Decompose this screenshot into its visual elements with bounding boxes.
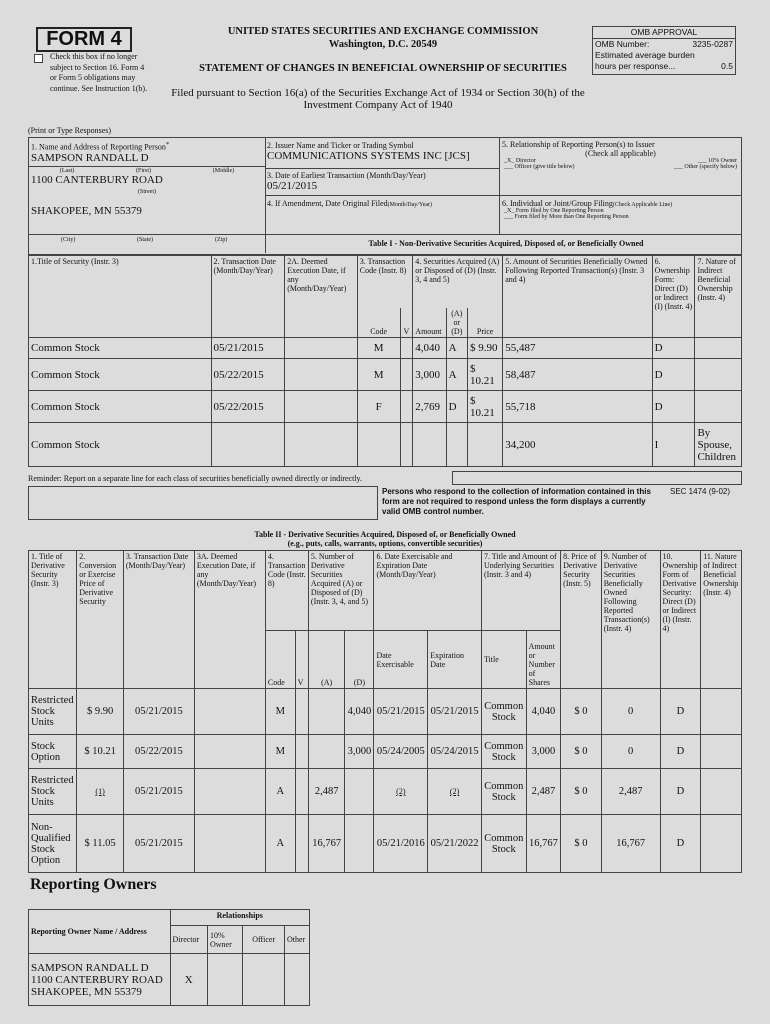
t2-uamount-val: 4,040 [526,689,560,735]
t1-v: V [400,308,413,338]
t2-conv-val[interactable]: (1) [77,769,124,815]
t1-title: Common Stock [29,391,212,423]
officer-check[interactable]: ___ Officer (give title below) [504,164,575,170]
t2-nature-val [701,689,742,735]
t2-owned-val: 0 [601,689,660,735]
owner-name: SAMPSON RANDALL D [31,961,149,974]
t1-title: Common Stock [29,338,212,359]
t2-h11: 11. Nature of Indirect Beneficial Ownership (Instr. 4) [701,551,742,689]
checkbox-text: Check this box if no longer subject to Section 16. Form 4 or Form 5 obligations may continue. See Instruction 1(b). [50,52,148,93]
t2-owned-val: 2,487 [601,769,660,815]
t1-v-val [400,423,413,467]
middle-label: (Middle) [212,167,235,174]
t2-price-val: $ 0 [561,815,602,873]
t1-date: 05/21/2015 [211,338,285,359]
ten-pct-header: 10% Owner [207,926,242,954]
form-title-box [36,27,132,52]
t2-deemed-val [194,815,265,873]
t1-v-val [400,338,413,359]
t1-amount-val [413,423,446,467]
box5-label: 5. Relationship of Reporting Person(s) to Issuer [502,140,655,149]
t1-amount-val: 4,040 [413,338,446,359]
omb-burden-label: Estimated average burden [595,50,695,60]
street-value[interactable]: 1100 CANTERBURY ROAD [31,173,163,186]
table2-title-block [28,530,742,548]
t2-price-val: $ 0 [561,769,602,815]
t1-owned-val: 58,487 [503,359,652,391]
t1-deemed [285,359,358,391]
table2-subtitle: (e.g., puts, calls, warrants, options, convertible securities) [287,539,483,548]
t1-date: 05/22/2015 [211,359,285,391]
reminder-right-box [452,471,742,485]
t1-price-val [467,423,502,467]
t1-owned-val: 55,487 [503,338,652,359]
t2-code-val: A [265,769,295,815]
table-row [29,391,742,423]
t1-nature-val: By Spouse, Children [695,423,742,467]
table-row [29,689,742,735]
t2-nature-val [701,769,742,815]
form-title: FORM 4 [46,28,122,50]
officer-header: Officer [243,926,285,954]
zip-label: (Zip) [215,237,228,243]
ten-pct-check[interactable]: ___ 10% Owner [697,158,737,164]
t2-title-val: Stock Option [29,735,77,769]
t2-exp: Expiration Date [428,631,482,689]
t2-d-val: 3,000 [345,735,374,769]
t1-h6: 6. Ownership Form: Direct (D) or Indirect (I) (Instr. 4) [652,256,695,338]
t2-ex-val: 05/21/2015 [374,689,428,735]
t1-title: Common Stock [29,359,212,391]
t2-uamount-val: 2,487 [526,769,560,815]
t2-v-val [295,689,308,735]
table-row [29,338,742,359]
officer-mark [243,954,285,1006]
t2-v-val [295,735,308,769]
t2-form-val: D [660,735,701,769]
t2-a-val [308,689,345,735]
t2-date-val: 05/22/2015 [123,735,194,769]
t2-utitle-val: Common Stock [481,815,526,873]
t1-nature-val [695,359,742,391]
t2-h3a: 3A. Deemed Execution Date, if any (Month/Day/Year) [194,551,265,689]
t1-price: Price [467,308,502,338]
box4-amendment [265,196,500,234]
t2-a-val: 16,767 [308,815,345,873]
box3-earliest-date [265,169,500,196]
t2-date-val: 05/21/2015 [123,815,194,873]
director-header: Director [170,926,207,954]
table1 [28,255,742,467]
t1-date [211,423,285,467]
form-header [168,26,598,74]
t1-owned-val: 34,200 [503,423,652,467]
t2-h10: 10. Ownership Form of Derivative Security: Direct (D) or Indirect (I) (Instr. 4) [660,551,701,689]
reporting-person-name[interactable]: SAMPSON RANDALL D [31,151,149,164]
t2-code: Code [265,631,295,689]
t2-h8: 8. Price of Derivative Security (Instr. 5) [561,551,602,689]
t2-ex-val[interactable]: (2) [374,769,428,815]
t2-h7: 7. Title and Amount of Underlying Securities (Instr. 3 and 4) [481,551,560,631]
other-header: Other [284,926,309,954]
t2-utitle-val: Common Stock [481,689,526,735]
ten-pct-mark [207,954,242,1006]
t1-h1: 1.Title of Security (Instr. 3) [29,256,212,338]
t1-v-val [400,391,413,423]
t2-conv-val: $ 11.05 [77,815,124,873]
other-mark [284,954,309,1006]
t1-form-val: I [652,423,695,467]
t1-nature-val [695,391,742,423]
t2-h2: 2. Conversion or Exercise Price of Derivative Security [77,551,124,689]
persons-notice: Persons who respond to the collection of information contained in this form are not required to respond unless the form displays a currently valid OMB control number. [382,487,651,516]
street-label: (Street) [138,188,156,195]
reminder-left-box [28,486,378,520]
box4-label: 4. If Amendment, Date Original Filed [267,199,388,208]
t1-deemed [285,391,358,423]
table2 [28,550,742,873]
t2-deemed-val [194,689,265,735]
t2-form-val: D [660,815,701,873]
t1-h5: 5. Amount of Securities Beneficially Owned Following Reported Transaction(s) (Instr. 3 and 4) [503,256,652,338]
t2-uamount-val: 16,767 [526,815,560,873]
t2-code-val: M [265,735,295,769]
t2-deemed-val [194,769,265,815]
no-longer-subject-checkbox[interactable] [34,54,43,63]
t1-h2a: 2A. Deemed Execution Date, if any (Month/Day/Year) [285,256,358,338]
t2-a-val [308,735,345,769]
sec-code: SEC 1474 (9-02) [670,487,731,496]
t2-uamount-val: 3,000 [526,735,560,769]
box3-label: 3. Date of Earliest Transaction (Month/Day/Year) [267,171,426,180]
box5-sub: (Check all applicable) [585,149,656,158]
table-row [29,769,742,815]
t1-aord: (A) or (D) [446,308,467,338]
reminder-text: Reminder: Report on a separate line for each class of securities beneficially owned directly or indirectly. [28,474,363,483]
t2-title-val: Restricted Stock Units [29,769,77,815]
t1-h4: 4. Securities Acquired (A) or Disposed of (D) (Instr. 3, 4 and 5) [413,256,503,308]
t2-title: Title [481,631,526,689]
table-row [29,815,742,873]
t2-d: (D) [345,631,374,689]
t2-price-val: $ 0 [561,689,602,735]
t1-price-val: $ 9.90 [467,338,502,359]
reporting-boxes [28,137,742,235]
table-row [29,423,742,467]
t2-date-val: 05/21/2015 [123,689,194,735]
t1-deemed [285,338,358,359]
t2-a: (A) [308,631,345,689]
earliest-date[interactable]: 05/21/2015 [267,180,318,192]
t2-owned-val: 0 [601,735,660,769]
director-check[interactable]: _X_ Director [504,158,536,164]
t1-nature-val [695,338,742,359]
t2-nature-val [701,735,742,769]
box2-issuer [265,138,500,169]
t2-form-val: D [660,689,701,735]
other-check[interactable]: ___ Other (specify below) [673,164,737,170]
box4-sub: (Month/Day/Year) [387,202,433,208]
t1-amount-val: 2,769 [413,391,446,423]
t2-utitle-val: Common Stock [481,735,526,769]
t2-h6: 6. Date Exercisable and Expiration Date (Month/Day/Year) [374,551,482,631]
table-row [29,735,742,769]
t2-utitle-val: Common Stock [481,769,526,815]
t1-price-val: $ 10.21 [467,359,502,391]
t1-v-val [400,359,413,391]
t2-h4: 4. Transaction Code (Instr. 8) [265,551,308,631]
t1-h7: 7. Nature of Indirect Beneficial Ownership (Instr. 4) [695,256,742,338]
print-note: (Print or Type Responses) [28,126,112,135]
form4-page [28,0,742,1024]
omb-hours-label: hours per response... [595,61,676,71]
t1-code-val: M [357,359,400,391]
t2-form-val: D [660,769,701,815]
omb-number-label: OMB Number: [595,39,650,49]
t2-deemed-val [194,735,265,769]
t2-owned-val: 16,767 [601,815,660,873]
more-person-check[interactable]: ___ Form filed by More than One Reporting Person [504,214,629,220]
agency-name: UNITED STATES SECURITIES AND EXCHANGE COMMISSION [227,26,539,37]
box1-star: * [165,141,170,148]
one-person-check[interactable]: _X_ Form filed by One Reporting Person [504,208,604,214]
t1-form-val: D [652,359,695,391]
t2-v-val [295,815,308,873]
reporting-owners-table [28,909,310,1006]
t2-date-ex: Date Exercisable [374,631,428,689]
t2-h9: 9. Number of Derivative Securities Beneficially Owned Following Reported Transaction(s) (Instr. 4) [601,551,660,689]
t1-deemed [285,423,358,467]
t2-price-val: $ 0 [561,735,602,769]
t1-owned-val: 55,718 [503,391,652,423]
owner-col-header: Reporting Owner Name / Address [29,910,171,954]
t2-code-val: A [265,815,295,873]
owner-city: SHAKOPEE, MN 55379 [31,985,142,998]
t1-ad-val: D [446,391,467,423]
city-state-zip[interactable]: SHAKOPEE, MN 55379 [31,204,142,217]
table-row [29,359,742,391]
owner-street: 1100 CANTERBURY ROAD [31,973,163,986]
t2-amount: Amount or Number of Shares [526,631,560,689]
table2-title: Table II - Derivative Securities Acquired, Disposed of, or Beneficially Owned [254,530,516,539]
filed-pursuant: Filed pursuant to Section 16(a) of the Securities Exchange Act of 1934 or Section 30(h) of the Investment Company Act of 1940 [171,87,585,111]
t2-exp-val: 05/21/2015 [428,689,482,735]
statement-title: STATEMENT OF CHANGES IN BENEFICIAL OWNERSHIP OF SECURITIES [199,63,567,74]
t2-conv-val: $ 10.21 [77,735,124,769]
city-label: (City) [61,237,76,243]
t1-title: Common Stock [29,423,212,467]
box6-filing [500,196,741,234]
box1-label: 1. Name and Address of Reporting Person [31,142,166,152]
director-mark: X [170,954,207,1006]
t1-amount: Amount [413,308,446,338]
t2-h1: 1. Title of Derivative Security (Instr. 3) [29,551,77,689]
t1-form-val: D [652,391,695,423]
t2-nature-val [701,815,742,873]
omb-number-value: 3235-0287 [692,39,733,49]
t2-d-val [345,815,374,873]
t1-ad-val: A [446,338,467,359]
omb-approval-box [592,26,736,75]
t2-ex-val: 05/24/2005 [374,735,428,769]
t2-ex-val: 05/21/2016 [374,815,428,873]
owner-row [29,954,310,1006]
t1-form-val: D [652,338,695,359]
box6-sub: (Check Applicable Line) [612,202,673,208]
box1-reporting-person [29,138,266,234]
box5-relationship [500,138,741,196]
box2-label: 2. Issuer Name and Ticker or Trading Symbol [267,141,414,150]
t2-v: V [295,631,308,689]
t2-exp-val: 05/21/2022 [428,815,482,873]
table1-title-row [28,235,742,255]
t2-title-val: Non-Qualified Stock Option [29,815,77,873]
t2-conv-val: $ 9.90 [77,689,124,735]
t1-code-val [357,423,400,467]
t1-code-val: F [357,391,400,423]
t1-ad-val: A [446,359,467,391]
t2-h5: 5. Number of Derivative Securities Acquired (A) or Disposed of (D) (Instr. 3, 4, and 5) [308,551,374,631]
relationships-header: Relationships [170,910,309,926]
t2-v-val [295,769,308,815]
t1-date: 05/22/2015 [211,391,285,423]
table1-title: Table I - Non-Derivative Securities Acquired, Disposed of, or Beneficially Owned [368,239,644,248]
issuer-name[interactable]: COMMUNICATIONS SYSTEMS INC [JCS] [267,150,470,162]
t2-exp-val[interactable]: (2) [428,769,482,815]
box6-label: 6. Individual or Joint/Group Filing [502,199,613,208]
t2-h3: 3. Transaction Date (Month/Day/Year) [123,551,194,689]
reporting-owners-heading: Reporting Owners [30,876,157,893]
t2-d-val [345,769,374,815]
t2-exp-val: 05/24/2015 [428,735,482,769]
last-label: (Last) [59,167,75,174]
t2-d-val: 4,040 [345,689,374,735]
t1-h3: 3. Transaction Code (Instr. 8) [357,256,413,308]
t1-code: Code [357,308,400,338]
t2-title-val: Restricted Stock Units [29,689,77,735]
t1-price-val: $ 10.21 [467,391,502,423]
agency-city: Washington, D.C. 20549 [328,39,438,50]
t1-ad-val [446,423,467,467]
omb-hours-value: 0.5 [721,61,733,71]
first-label: (First) [136,167,151,174]
t2-a-val: 2,487 [308,769,345,815]
state-label: (State) [137,237,153,243]
t1-amount-val: 3,000 [413,359,446,391]
omb-title: OMB APPROVAL [593,27,735,39]
t2-code-val: M [265,689,295,735]
t1-code-val: M [357,338,400,359]
t2-date-val: 05/21/2015 [123,769,194,815]
t1-h2: 2. Transaction Date (Month/Day/Year) [211,256,285,338]
